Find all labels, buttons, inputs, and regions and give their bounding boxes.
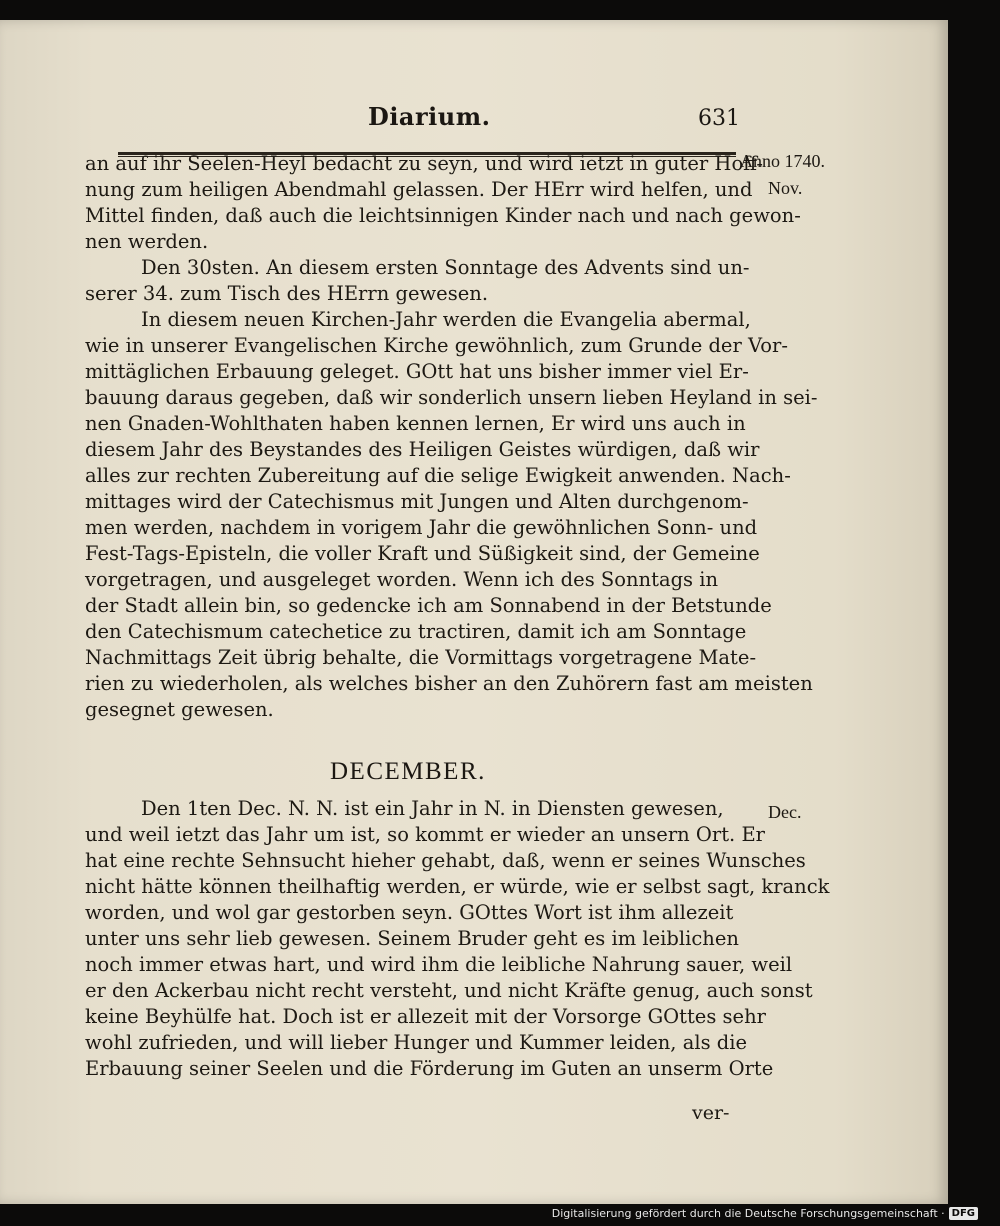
text-line: In diesem neuen Kirchen-Jahr werden die Evangelia abermal, [141,308,751,331]
digitization-credit [552,1207,978,1220]
text-line: Mittel finden, daß auch die leichtsinnigen Kinder nach und nach gewon- [85,204,801,227]
credit-text: Digitalisierung gefördert durch die Deutsche Forschungsgemeinschaft · [551,1207,945,1220]
text-line: bauung daraus gegeben, daß wir sonderlich unsern lieben Heyland in sei- [85,386,818,409]
text-line: den Catechismum catechetice zu tractiren, damit ich am Sonntage [85,620,747,643]
text-block-december [85,796,830,1082]
section-heading-december: DECEMBER. [330,758,486,785]
catchword: ver- [692,1102,730,1124]
text-line: Nachmittags Zeit übrig behalte, die Vormittags vorgetragene Mate- [85,646,757,669]
text-line: er den Ackerbau nicht recht versteht, und nicht Kräfte genug, auch sonst [85,979,813,1002]
text-line: hat eine rechte Sehnsucht hieher gehabt, daß, wenn er seines Wunsches [85,849,806,872]
text-line: Erbauung seiner Seelen und die Förderung im Guten an unserm Orte [85,1057,774,1080]
text-line: nicht hätte können theilhaftig werden, er würde, wie er selbst sagt, kranck [85,875,830,898]
text-line: der Stadt allein bin, so gedencke ich am Sonnabend in der Betstunde [85,594,772,617]
running-head-title: Diarium. [368,102,491,131]
text-line: serer 34. zum Tisch des HErrn gewesen. [85,282,489,305]
text-line: nung zum heiligen Abendmahl gelassen. Der HErr wird helfen, und [85,178,753,201]
dfg-logo-icon: DFG [949,1207,978,1220]
scanned-page [0,20,948,1204]
margin-note-nov: Nov. [768,178,803,198]
text-line: an auf ihr Seelen-Heyl bedacht zu seyn, und wird ietzt in guter Hoff- [85,152,763,175]
text-line: worden, und wol gar gestorben seyn. GOttes Wort ist ihm allezeit [85,901,734,924]
text-line: vorgetragen, und ausgeleget worden. Wenn ich des Sonntags in [85,568,719,591]
text-line: unter uns sehr lieb gewesen. Seinem Bruder geht es im leiblichen [85,927,739,950]
text-line: mittages wird der Catechismus mit Jungen und Alten durchgenom- [85,490,749,513]
text-line: mittäglichen Erbauung geleget. GOtt hat uns bisher immer viel Er- [85,360,749,383]
margin-note-anno: Anno 1740. [740,151,825,171]
page-number: 631 [698,106,740,131]
margin-note-dec: Dec. [768,802,802,822]
text-line: wohl zufrieden, und will lieber Hunger und Kummer leiden, als die [85,1031,748,1054]
text-line: Fest-Tags-Episteln, die voller Kraft und Süßigkeit sind, der Gemeine [85,542,760,565]
text-line: nen werden. [85,230,209,253]
text-line: keine Beyhülfe hat. Doch ist er allezeit mit der Vorsorge GOttes sehr [85,1005,766,1028]
text-line: nen Gnaden-Wohlthaten haben kennen lernen, Er wird uns auch in [85,412,746,435]
text-line: men werden, nachdem in vorigem Jahr die gewöhnlichen Sonn- und [85,516,758,539]
text-line: alles zur rechten Zubereitung auf die selige Ewigkeit anwenden. Nach- [85,464,791,487]
text-line: noch immer etwas hart, und wird ihm die leibliche Nahrung sauer, weil [85,953,793,976]
text-line: wie in unserer Evangelischen Kirche gewöhnlich, zum Grunde der Vor- [85,334,788,357]
text-line: rien zu wiederholen, als welches bisher an den Zuhörern fast am meisten [85,672,813,695]
text-line: und weil ietzt das Jahr um ist, so kommt er wieder an unsern Ort. Er [85,823,765,846]
text-line: Den 1ten Dec. N. N. ist ein Jahr in N. in Diensten gewesen, [141,797,724,820]
text-line: gesegnet gewesen. [85,698,274,721]
text-line: Den 30sten. An diesem ersten Sonntage des Advents sind un- [141,256,750,279]
text-line: diesem Jahr des Beystandes des Heiligen Geistes würdigen, daß wir [85,438,760,461]
